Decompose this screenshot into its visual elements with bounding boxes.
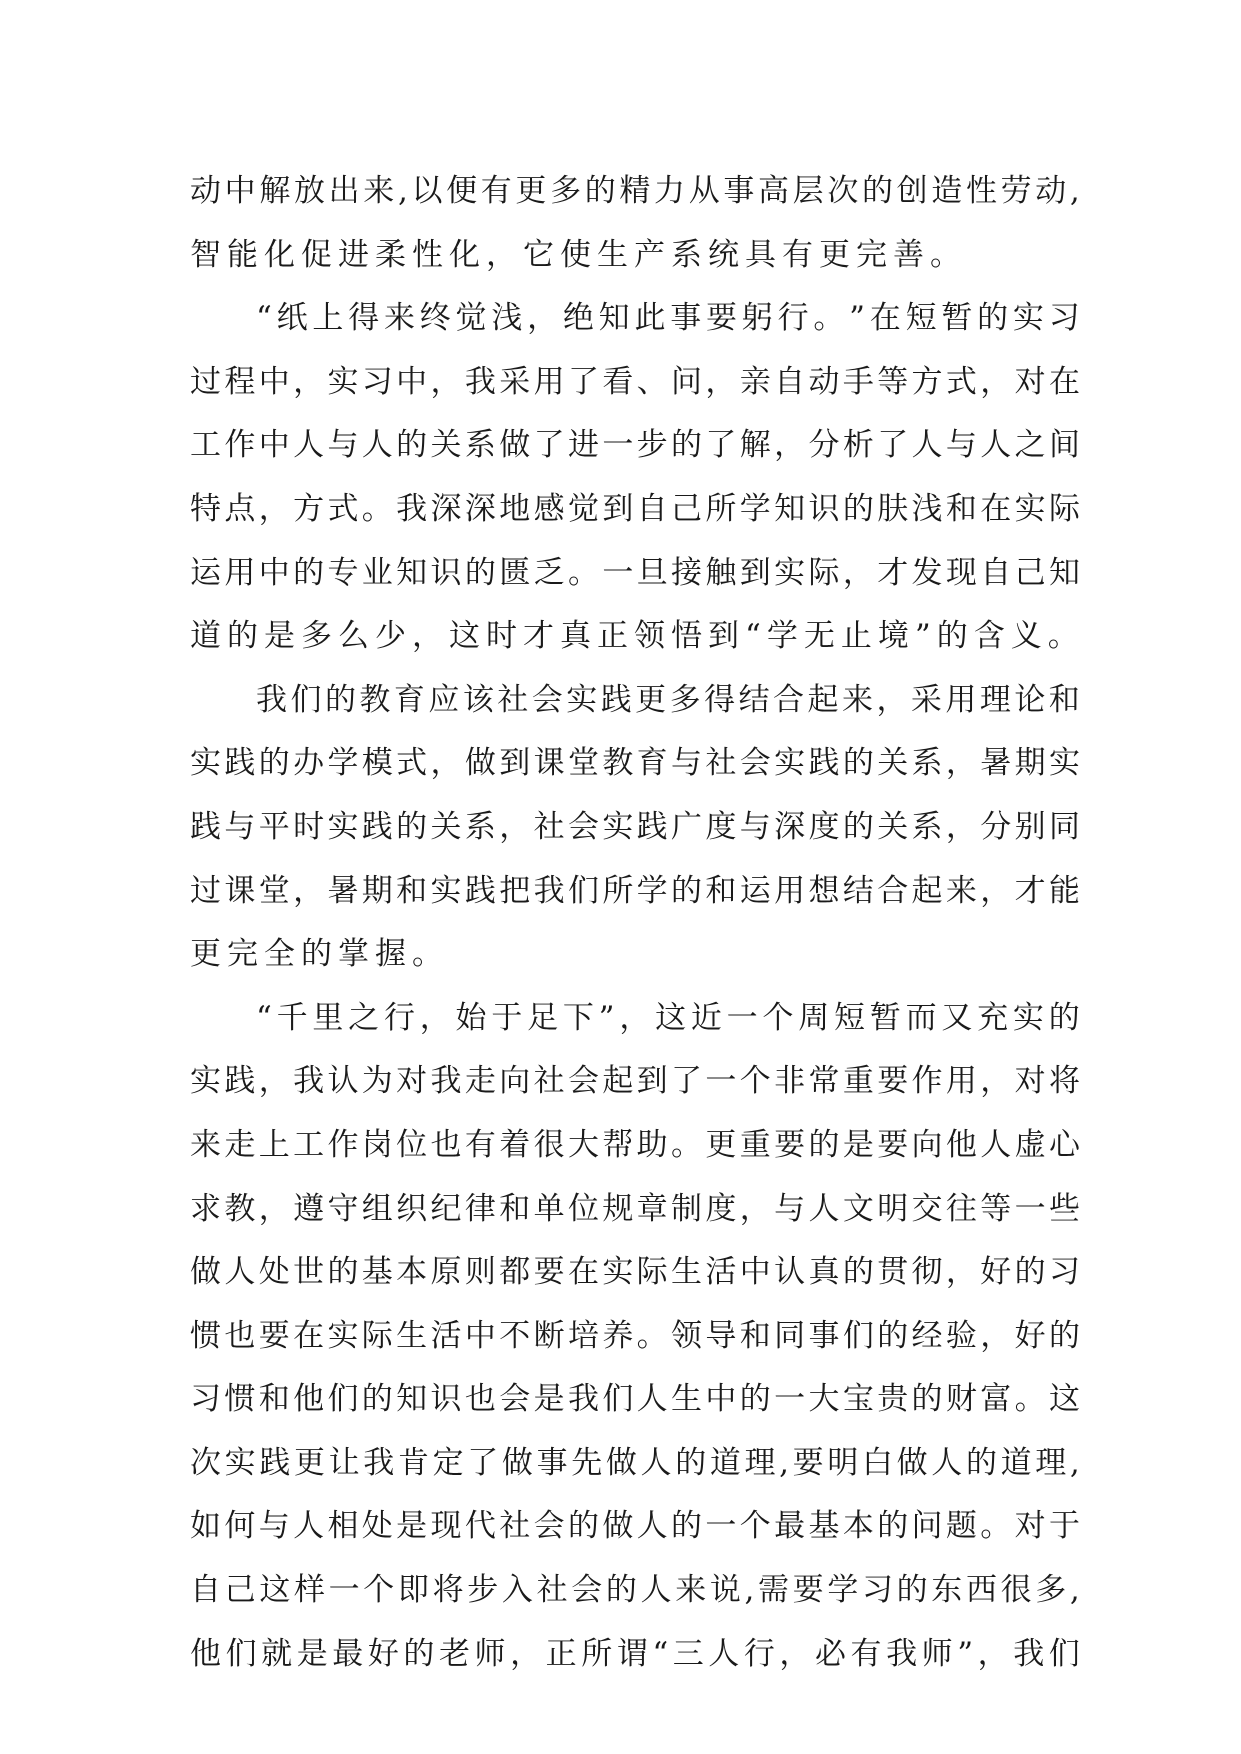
text-line: 过 程 中 ， 实 习 中 ， 我 采 用 了 看 、 问 ， 亲 自 动 手 等 方 式 ， 对 在 xyxy=(190,363,1080,400)
text-line: 过 课 堂 ， 暑 期 和 实 践 把 我 们 所 学 的 和 运 用 想 结 合 起 来 ， 才 能 xyxy=(190,872,1080,909)
text-line: 我 们 的 教 育 应 该 社 会 实 践 更 多 得 结 合 起 来 ， 采 用 理 论 和 xyxy=(256,681,1080,718)
text-line: 习 惯 和 他 们 的 知 识 也 会 是 我 们 人 生 中 的 一 大 宝 贵 的 财 富 。 这 xyxy=(190,1381,1080,1418)
text-line: 智能化促进柔性化，它使生产系统具有更完善。 xyxy=(190,236,967,273)
text-line: 道的是多么少，这时才真正领悟到“学无止境”的含义。 xyxy=(190,618,1085,655)
text-line: 如 何 与 人 相 处 是 现 代 社 会 的 做 人 的 一 个 最 基 本 的 问 题 。 对 于 xyxy=(190,1508,1080,1545)
text-line: 次 实 践 更 让 我 肯 定 了 做 事 先 做 人 的 道 理 , 要 明 白 做 人 的 道 理 , xyxy=(190,1444,1080,1481)
text-line: 自 己 这 样 一 个 即 将 步 入 社 会 的 人 来 说 , 需 要 学 习 的 东 西 很 多 , xyxy=(190,1572,1080,1609)
text-line: “ 纸 上 得 来 终 觉 浅 ， 绝 知 此 事 要 躬 行 。 ” 在 短 暂 的 实 习 xyxy=(256,300,1080,337)
body-text xyxy=(190,160,1085,1686)
text-line: 践 与 平 时 实 践 的 关 系 ， 社 会 实 践 广 度 与 深 度 的 关 系 ， 分 别 同 xyxy=(190,808,1080,845)
text-line: 惯 也 要 在 实 际 生 活 中 不 断 培 养 。 领 导 和 同 事 们 的 经 验 ， 好 的 xyxy=(190,1317,1080,1354)
text-line: 他 们 就 是 最 好 的 老 师 ， 正 所 谓 “ 三 人 行 ， 必 有 我 师 ” ， 我 们 xyxy=(190,1635,1080,1672)
text-line: 动 中 解 放 出 来 , 以 便 有 更 多 的 精 力 从 事 高 层 次 的 创 造 性 劳 动 , xyxy=(190,173,1080,209)
text-line: 更完全的掌握。 xyxy=(190,936,449,973)
text-line: 工 作 中 人 与 人 的 关 系 做 了 进 一 步 的 了 解 ， 分 析 了 人 与 人 之 间 xyxy=(190,427,1080,464)
text-line: “ 千 里 之 行 ， 始 于 足 下 ” ， 这 近 一 个 周 短 暂 而 又 充 实 的 xyxy=(256,999,1080,1036)
text-line: 做 人 处 世 的 基 本 原 则 都 要 在 实 际 生 活 中 认 真 的 贯 彻 ， 好 的 习 xyxy=(190,1254,1080,1291)
text-line: 实 践 的 办 学 模 式 ， 做 到 课 堂 教 育 与 社 会 实 践 的 关 系 ， 暑 期 实 xyxy=(190,745,1080,782)
text-line: 求 教 ， 遵 守 组 织 纪 律 和 单 位 规 章 制 度 ， 与 人 文 明 交 往 等 一 些 xyxy=(190,1190,1080,1227)
text-line: 运 用 中 的 专 业 知 识 的 匮 乏 。 一 旦 接 触 到 实 际 ， 才 发 现 自 己 知 xyxy=(190,554,1080,591)
text-line: 实 践 ， 我 认 为 对 我 走 向 社 会 起 到 了 一 个 非 常 重 要 作 用 ， 对 将 xyxy=(190,1063,1080,1100)
text-line: 特 点 ， 方 式 。 我 深 深 地 感 觉 到 自 己 所 学 知 识 的 肤 浅 和 在 实 际 xyxy=(190,490,1080,527)
text-line: 来 走 上 工 作 岗 位 也 有 着 很 大 帮 助 。 更 重 要 的 是 要 向 他 人 虚 心 xyxy=(190,1126,1080,1163)
